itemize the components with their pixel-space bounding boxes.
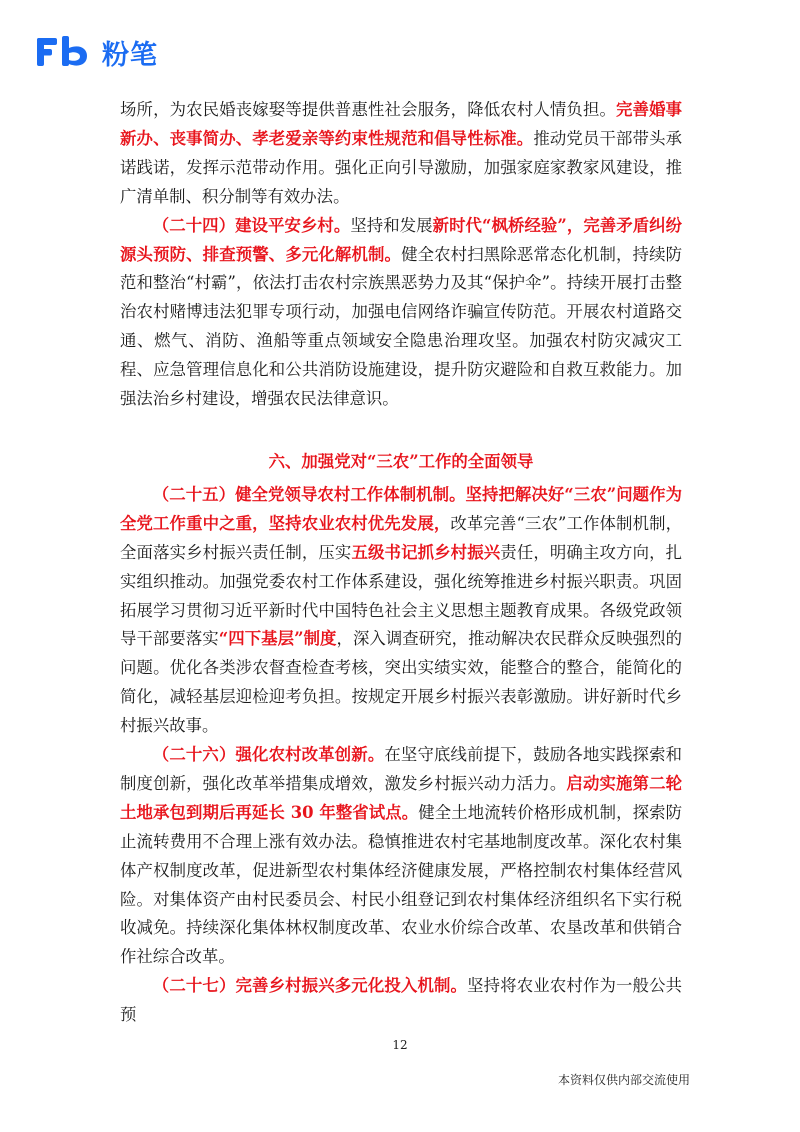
text-run: 健全土地流转价格形成机制，探索防止流转费用不合理上涨有效办法。稳慎推进农村宅基地制度改革。深化农村集体产权制度改革，促进新型农村集体经济健康发展，严格控制农村集体经营风险。对集体资产由村民委员会、村民小组登记到农村集体经济组织名下实行税收减免。持续深化集体林权制度改革、农业水价综合改革、农垦改革和供销合作社综合改革。 — [120, 802, 682, 967]
highlight-run: （二十五）健全党领导农村工作体制机制。坚持把解决好“三农”问题作为全党工作重中之重，坚持农业农村优先发展， — [120, 484, 682, 533]
paragraph-24 — [120, 212, 682, 414]
text-run: 责任，明确主攻方向，扎实组织推动。加强党委农村工作体系建设，强化统筹推进乡村振兴职责。巩固拓展学习贯彻习近平新时代中国特色社会主义思想主题教育成果。各级党政领导干部要落实 — [120, 542, 683, 649]
highlight-run: 新时代“枫桥经验”，完善矛盾纠纷源头预防、排查预警、多元化解机制。 — [120, 215, 683, 264]
brand-logo — [36, 32, 158, 72]
paragraph-27 — [120, 972, 682, 1030]
paragraph-25 — [120, 481, 682, 741]
highlight-run: “四下基层”制度 — [218, 629, 337, 649]
text-run: 在坚守底线前提下，鼓励各地实践探索和制度创新，强化改革举措集成增效，激发乡村振兴动力活力。 — [120, 745, 683, 793]
highlight-run: 完善婚事新办、丧事简办、孝老爱亲等约束性规范和倡导性标准。 — [120, 100, 683, 148]
highlight-run: （二十六）强化农村改革创新。 — [152, 745, 385, 765]
logo-text: 粉笔 — [102, 39, 158, 71]
text-run: 推动党员干部带头承诺践诺，发挥示范带动作用。强化正向引导激励，加强家庭家教家风建设，推广清单制、积分制等有效办法。 — [120, 128, 683, 206]
text-run: 坚持将农业农村作为一般公共预 — [120, 976, 683, 1025]
paragraph-continued — [120, 96, 682, 212]
paragraph-26 — [120, 741, 682, 972]
section-heading: 六、加强党对“三农”工作的全面领导 — [268, 451, 534, 471]
highlight-run: 启动实施第二轮土地承包到期后再延长 30 年整省试点。 — [120, 773, 682, 822]
highlight-run: 五级书记抓乡村振兴 — [351, 542, 501, 562]
fb-logo-icon — [36, 35, 96, 69]
text-run: 健全农村扫黑除恶常态化机制，持续防范和整治“村霸”，依法打击农村宗族黑恶势力及其“保护伞”。持续开展打击整治农村赌博违法犯罪专项行动，加强电信网络诈骗宣传防范。开展农村道路交通、燃气、消防、渔船等重点领域安全隐患治理攻坚。加强农村防灾减灾工程、应急管理信息化和公共消防设施建设，提升防灾避险和自救互救能力。加强法治乡村建设，增强农民法律意识。 — [120, 244, 683, 409]
document-body — [120, 96, 682, 1030]
text-run: 场所，为农民婚丧嫁娶等提供普惠性社会服务，降低农村人情负担。 — [120, 100, 617, 119]
page-number: 12 — [392, 1038, 408, 1052]
text-run: 坚持和发展 — [350, 215, 433, 235]
text-run: 改革完善“三农”工作体制机制，全面落实乡村振兴责任制，压实 — [120, 513, 682, 562]
highlight-run: （二十四）建设平安乡村。 — [152, 215, 351, 235]
highlight-run: （二十七）完善乡村振兴多元化投入机制。 — [152, 976, 468, 996]
footer-note: 本资料仅供内部交流使用 — [557, 1073, 690, 1087]
text-run: ，深入调查研究，推动解决农民群众反映强烈的问题。优化各类涉农督查检查考核，突出实绩实效，能整合的整合，能简化的简化，减轻基层迎检迎考负担。按规定开展乡村振兴表彰激励。讲好新时代乡村振兴故事。 — [120, 629, 683, 736]
